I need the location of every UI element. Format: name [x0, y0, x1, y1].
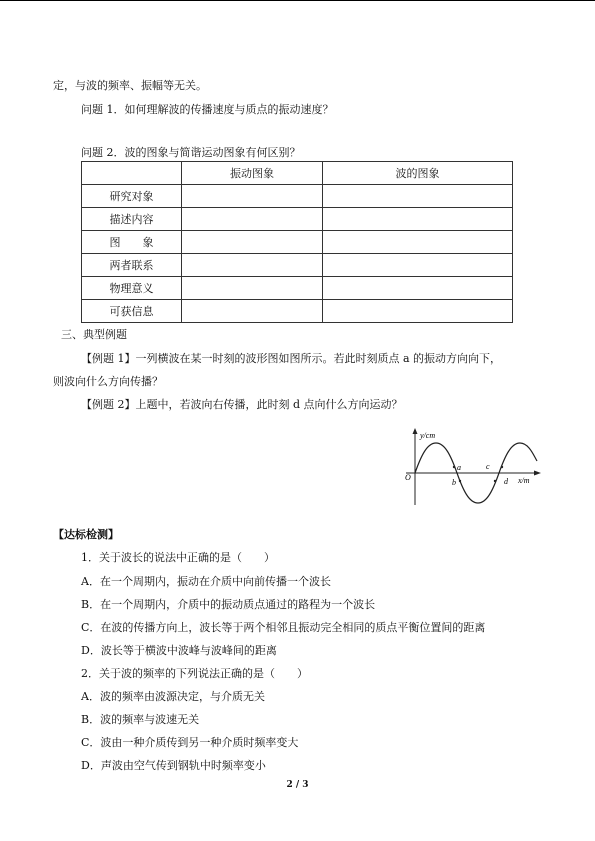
test-option: B．在一个周期内，介质中的振动质点通过的路程为一个波长: [81, 598, 376, 611]
point-c-label: c: [486, 462, 490, 471]
table-cell: [323, 277, 513, 300]
test-question-1: 1．关于波长的说法中正确的是（ ）: [81, 551, 275, 564]
table-header-row: [82, 162, 513, 185]
table-cell: [182, 277, 323, 300]
table-cell: [182, 231, 323, 254]
table-row: [82, 254, 513, 277]
test-section-title: 【达标检测】: [53, 528, 119, 541]
question-2: 问题 2．波的图象与简谐运动图象有何区别？: [81, 146, 301, 159]
table-header-cell: [82, 162, 182, 185]
table-header-cell: 振动图象: [182, 162, 323, 185]
example-2: 【例题 2】上题中，若波向右传播，此时刻 d 点向什么方向运动？: [81, 398, 403, 411]
point-d-marker: [501, 466, 503, 468]
test-option: D．波长等于横波中波峰与波峰间的距离: [81, 644, 277, 657]
point-a-label: a: [457, 463, 461, 472]
table-cell: [182, 254, 323, 277]
paragraph-continuation: 定，与波的频率、振幅等无关。: [53, 79, 207, 92]
test-option: C．波由一种介质传到另一种介质时频率变大: [81, 736, 299, 749]
table-row: [82, 277, 513, 300]
table-row-label: 描述内容: [82, 208, 182, 231]
x-axis-arrow: [534, 471, 541, 476]
table-row-label: 研究对象: [82, 185, 182, 208]
table-row-label: 可获信息: [82, 300, 182, 323]
test-option: B．波的频率与波速无关: [81, 713, 200, 726]
point-b-label: b: [452, 478, 456, 487]
wave-figure: [403, 427, 543, 507]
test-option: A．波的频率由波源决定，与介质无关: [81, 690, 265, 703]
point-d-label: d: [504, 477, 508, 486]
table-row-label: 图 象: [82, 231, 182, 254]
table-cell: [323, 300, 513, 323]
table-row: [82, 185, 513, 208]
page-top-border: [0, 0, 595, 1]
table-cell: [323, 254, 513, 277]
test-question-2: 2．关于波的频率的下列说法正确的是（ ）: [81, 667, 308, 680]
example-1-line-2: 则波向什么方向传播？: [53, 375, 163, 388]
table-cell: [323, 231, 513, 254]
origin-label: O: [405, 473, 411, 482]
y-axis-label: y/cm: [420, 431, 436, 440]
table-row-label: 物理意义: [82, 277, 182, 300]
page-number: 2 / 3: [286, 780, 309, 790]
point-c-marker: [494, 480, 496, 482]
example-1-line-1: 【例题 1】一列横波在某一时刻的波形图如图所示。若此时刻质点 a 的振动方向向下，: [81, 352, 502, 365]
test-option: C．在波的传播方向上，波长等于两个相邻且振动完全相同的质点平衡位置间的距离: [81, 621, 486, 634]
section-heading: 三、典型例题: [61, 328, 127, 341]
question-1: 问题 1．如何理解波的传播速度与质点的振动速度？: [81, 103, 334, 116]
x-axis-label: x/m: [518, 476, 530, 485]
table-cell: [182, 208, 323, 231]
table-header-cell: 波的图象: [323, 162, 513, 185]
table-row: [82, 231, 513, 254]
table-cell: [182, 185, 323, 208]
table-cell: [323, 208, 513, 231]
table-cell: [182, 300, 323, 323]
point-a-marker: [453, 466, 455, 468]
table-row: [82, 208, 513, 231]
point-b-marker: [459, 480, 461, 482]
test-option: A．在一个周期内，振动在介质中向前传播一个波长: [81, 575, 331, 588]
comparison-table: [81, 161, 513, 323]
table-cell: [323, 185, 513, 208]
test-option: D．声波由空气传到钢轨中时频率变小: [81, 759, 266, 772]
table-row-label: 两者联系: [82, 254, 182, 277]
table-row: [82, 300, 513, 323]
y-axis-arrow: [413, 428, 418, 434]
